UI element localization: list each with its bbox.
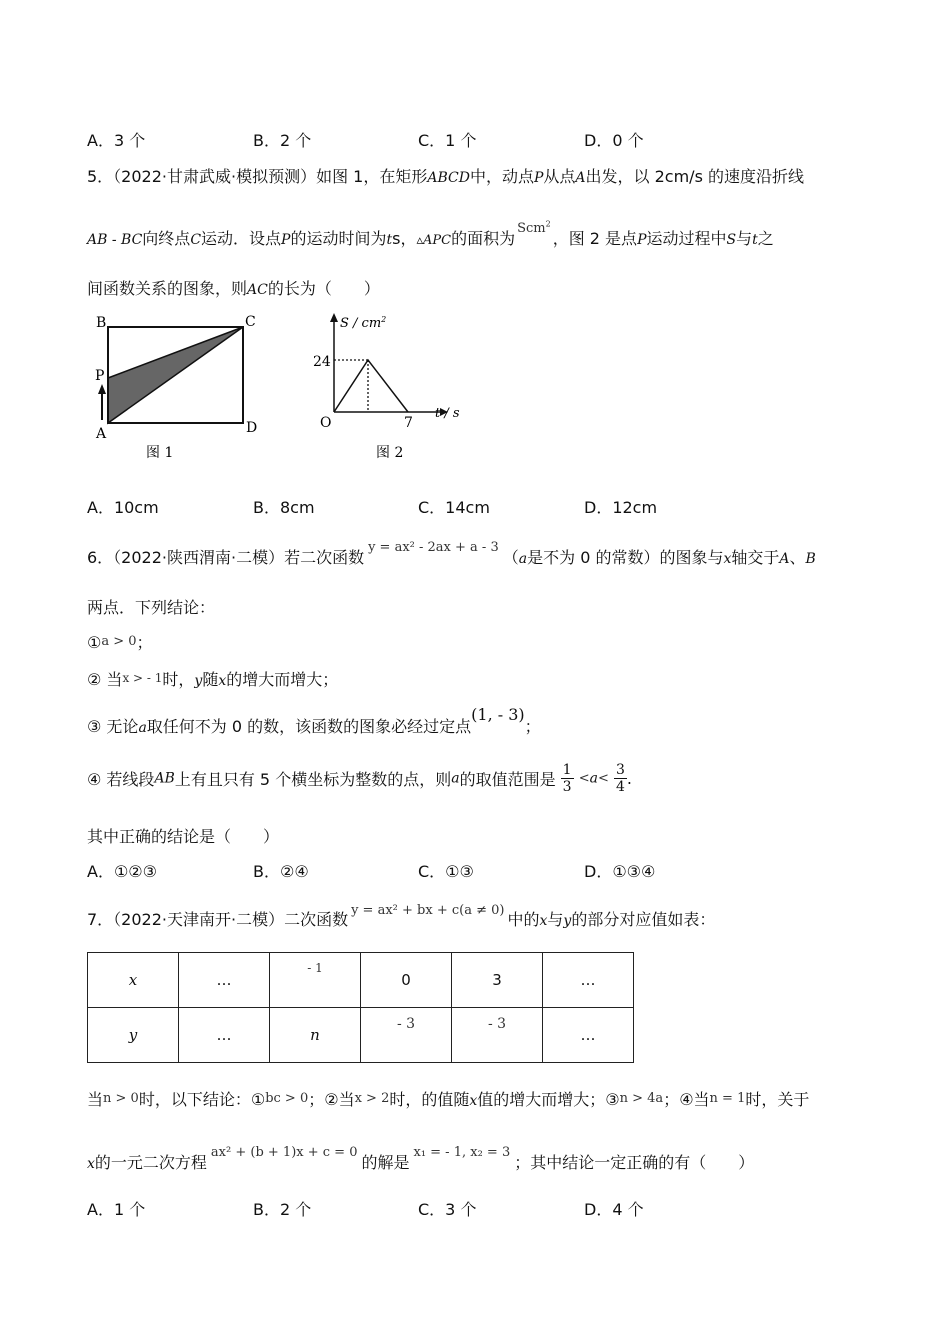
q7-option-c: C．3 个 [418,1200,477,1219]
q6-question-end: 其中正确的结论是（ ） [87,827,280,846]
q6-option-a: A．①②③ [87,862,157,881]
fig1-label-a: A [96,426,107,442]
q6-conclusion-3: ③ 无论a取任何不为 0 的数，该函数的图象必经过定点(1, - 3)； [87,705,541,736]
fig2-origin: O [320,415,332,431]
q6-conclusion-1: ①a > 0； [87,633,153,652]
table-cell: 0 [361,953,452,1008]
q7-option-b: B．2 个 [253,1200,312,1219]
q4-option-c: C．1 个 [418,131,477,150]
fig1-label-c: C [245,314,256,330]
fraction-one-third: $\frac{1}{3}$ [562,762,572,795]
q6-option-d: D．①③④ [584,862,656,881]
q7-option-d: D．4 个 [584,1200,644,1219]
q5-option-b: B．8cm [253,498,315,517]
table-row-y [88,1008,634,1063]
q4-option-b: B．2 个 [253,131,312,150]
fig2-x-axis-label: t / s [435,406,460,421]
fig2-tick-24: 24 [313,354,331,370]
fig1-label-d: D [246,420,258,436]
table-cell: 3 [452,953,543,1008]
table-cell: - 3 [361,1008,452,1063]
table-cell: n [270,1008,361,1063]
fig1-label-b: B [96,315,107,331]
table-cell: - 3 [452,1008,543,1063]
q7-value-table [87,952,634,1063]
table-cell: … [543,953,634,1008]
table-cell: x [88,953,179,1008]
table-cell: … [179,953,270,1008]
q6-line-2: 两点．下列结论： [87,598,216,617]
q5-area-unit: Scm2 [517,219,551,236]
table-cell: … [543,1008,634,1063]
q7-statement-2: x的一元二次方程$^{ax^2 + (b + 1)x + c = 0}$的解是$^{x_1 = - 1, x_2 = 3}$；其中结论一定正确的有（ ） [87,1145,755,1172]
q5-option-a: A．10cm [87,498,159,517]
q6-conclusion-4: ④ 若线段AB上有且只有 5 个横坐标为整数的点，则a的取值范围是 $\frac{1}{3}$ <a< $\frac{3}{4}$ . [87,762,632,795]
q7-statement-1: 当n > 0时，以下结论：①bc > 0；②当x > 2时，的值随x值的增大而增大；③n > 4a；④当n = 1时，关于 [87,1090,810,1109]
q4-option-a: A．3 个 [87,131,146,150]
q6-conclusion-2: ② 当x > - 1时，y随x的增大而增大； [87,670,339,689]
fig1-label-p: P [95,368,105,384]
table-cell: - 1 [270,953,361,1008]
fig2-caption: 图 2 [376,445,404,461]
q5-line-3: 间函数关系的图象，则AC的长为（ ） [87,279,380,298]
q7-option-a: A．1 个 [87,1200,146,1219]
q4-option-d: D．0 个 [584,131,644,150]
fig1-caption: 图 1 [146,445,174,461]
q7-line-1: 7．（2022·天津南开·二模）二次函数 $^{y = ax^2 + bx + c(a \ne 0)}$ 中的x与y的部分对应值如表： [87,903,716,929]
figure-1-rectangle [90,310,270,465]
table-cell: y [88,1008,179,1063]
q6-line-1: 6．（2022·陕西渭南·二模）若二次函数$^{y = ax^2 - 2ax + a - 3}$（a是不为 0 的常数）的图象与x轴交于A、B [87,540,816,567]
table-row-x [88,953,634,1008]
fraction-three-quarters: $\frac{3}{4}$ [615,762,625,795]
q6-option-b: B．②④ [253,862,309,881]
fig2-y-axis-label: S / $cm^2$ [340,315,387,331]
q5-option-d: D．12cm [584,498,658,517]
fig2-tick-7: 7 [404,415,413,431]
q5-line-2: AB - BC向终点C运动．设点P的运动时间为ts，▵APC的面积为$^{Scm^2}$，图 2 是点P运动过程中S与t之 [87,219,774,248]
q5-option-c: C．14cm [418,498,490,517]
table-cell: … [179,1008,270,1063]
q6-option-c: C．①③ [418,862,474,881]
q5-line-1: 5．（2022·甘肃武威·模拟预测）如图 1，在矩形ABCD中，动点P从点A出发，以 2cm/s 的速度沿折线 [87,167,804,186]
figure-2-graph [310,310,470,465]
